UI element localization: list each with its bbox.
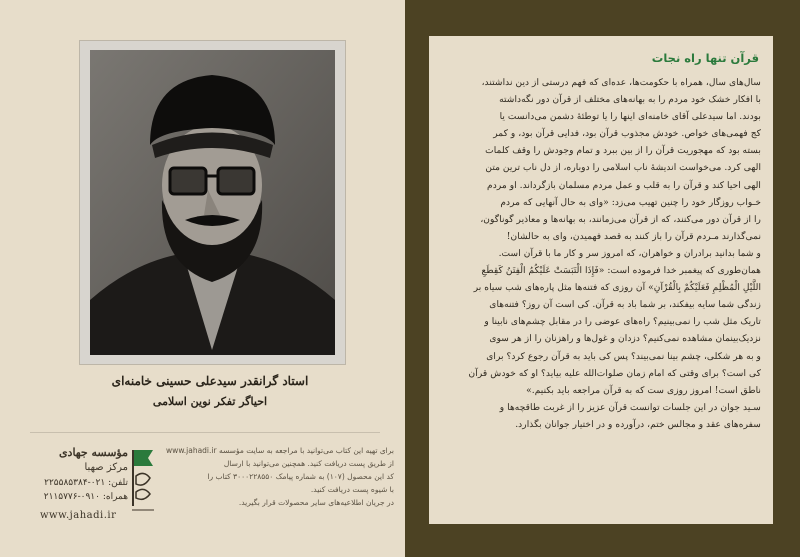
body-line: بسته بود که مهجوریت قرآن را از بین ببرد و تمام وجودش را وقف کلمات bbox=[485, 145, 761, 157]
publisher-note bbox=[164, 444, 394, 509]
body-line: و شما بدانید برادران و خواهران، که امروز سر و کار ما با قرآن است. bbox=[498, 247, 761, 259]
portrait-caption-name: استاد گرانقدر سیدعلی حسینی خامنه‌ای bbox=[111, 374, 309, 388]
body-line: سـید جوان در این جلسات توانست قرآن عزیز را از غربت طاقچه‌ها و bbox=[499, 401, 761, 413]
card-title: قرآن تنها راه نجات bbox=[651, 51, 759, 65]
body-line: کی است؟ برای وقتی که امام زمان صلوات‌الله علیه بیاید؟ او که خودش قرآن bbox=[468, 367, 761, 379]
institute-mobile: همراه: ۰۹۱۰-۲۱۱۵۷۷۶ bbox=[43, 492, 128, 502]
publisher-note-line: در جریان اطلاعیه‌های سایر محصولات قرار بگیرید. bbox=[238, 498, 394, 507]
institute-phone: تلفن: ۰۲۱-۲۲۵۵۸۵۳۸۴ bbox=[44, 478, 128, 488]
text-card bbox=[429, 36, 773, 524]
body-line: سال‌های سال، همراه با حکومت‌ها، عده‌ای که فهم درستی از دین نداشتند، bbox=[481, 77, 761, 88]
body-line: با افکار خشک خود مردم را به بهانه‌های مختلف از قرآن دور نگه‌داشته bbox=[499, 94, 761, 106]
divider bbox=[30, 432, 380, 433]
body-line: و به هر شکلی، چشم بینا نمی‌بیند؟ پس کی باید به قرآن رجوع کرد؟ برای bbox=[486, 350, 761, 362]
institute-subtitle: مرکز صهبا bbox=[84, 462, 128, 473]
publisher-note-line: با شیوه پست دریافت کنید. bbox=[310, 485, 394, 494]
body-line: کج فهمی‌های خواص. خودش مجذوب قرآن بود، فدایی قرآن بود، و کمر bbox=[493, 128, 761, 140]
institute-name: مؤسسه جهادی bbox=[58, 446, 128, 459]
portrait-caption-title: احیاگر تفکر نوین اسلامی bbox=[152, 395, 268, 408]
website-url[interactable]: www.jahadi.ir bbox=[40, 510, 117, 521]
body-line: بودند. اما سیدعلی آقای خامنه‌ای اینها را یا توطئهٔ دشمن می‌دانست یا bbox=[499, 111, 761, 123]
publisher-note-line: از طریق پست دریافت کنید. همچنین می‌توانید با ارسال bbox=[223, 459, 394, 468]
body-line: همان‌طوری که پیغمبر خدا فرموده است: «فَإِذَا الْتَبَسَتْ عَلَيْكُمُ الْفِتَنُ كَقِطَعِ bbox=[481, 265, 761, 277]
body-line: تاریک مثل شب را نمی‌بینیم؟ راه‌های عوضی را در مقابل چشم‌های نابینا و bbox=[484, 316, 761, 328]
body-line: زندگی شما سایه بیفکند، بر شما باد به قرآن. کی است آن روز؟ فتنه‌های bbox=[489, 299, 761, 311]
body-line: خـواب روزگار خود را چنین تهیب می‌زد: «وای به حال آنهایی که مردم bbox=[500, 196, 761, 208]
portrait-illustration bbox=[90, 50, 335, 355]
publisher-note-line: برای تهیه این کتاب می‌توانید با مراجعه به سایت مؤسسه www.jahadi.ir bbox=[166, 446, 394, 455]
body-line: اللَّيْلِ الْمُظْلِمِ فَعَلَيْكُمْ بِالْقُرْآنِ» آن روزی که فتنه‌ها مثل پاره‌های شب سیاه بر bbox=[473, 282, 761, 294]
card-body bbox=[443, 74, 761, 433]
body-line: نمی‌گذارند مـردم قرآن را باز کنند به قصد فهمیدن، وای به حالشان! bbox=[506, 230, 761, 242]
body-line: سفره‌های عقد و مجالس ختم، درآورده و در اختیار جوانان بگذارد. bbox=[515, 418, 761, 430]
publisher-note-line: کد این محصول (۱۰۷) به شماره پیامک ۳۰۰۰۲۲۸۵۵۰ کتاب را bbox=[207, 472, 394, 481]
body-line: را از قرآن دور می‌کنند، که از قرآن می‌زمانند، به بهانه‌ها و معاذیر گوناگون، bbox=[480, 213, 761, 225]
body-line: الهی کرد. می‌خواست اندیشهٔ ناب اسلامی را دوباره، از دل ناب ترین متن bbox=[485, 162, 761, 174]
publisher-logo-icon bbox=[130, 446, 156, 518]
body-line: الهی احیا کند و قرآن را به قلب و عمل مردم مسلمان بازگرداند. او مردم bbox=[487, 179, 761, 191]
portrait-frame bbox=[79, 40, 346, 365]
body-line: ناطق است! امروز روزی ست که به قرآن مراجعه باید بکنیم.» bbox=[526, 384, 761, 396]
body-line: نزدیک‌بینمان مشاهده نمی‌کنیم؟ دزدان و غول‌ها و راهزنان را از هر سوی bbox=[489, 333, 761, 345]
portrait-photo bbox=[90, 50, 335, 355]
